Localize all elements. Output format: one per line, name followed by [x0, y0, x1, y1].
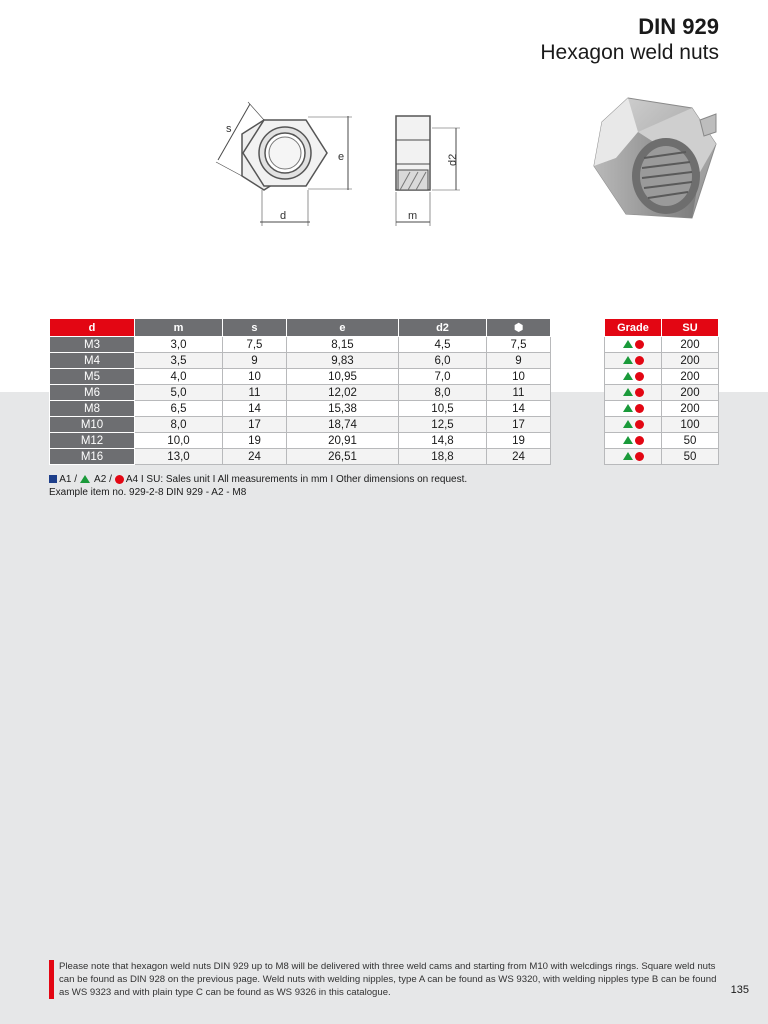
dimensions-table — [49, 318, 551, 465]
table-header-row — [605, 319, 719, 337]
cell-size: M6 — [50, 385, 135, 401]
cell-grade — [605, 417, 662, 433]
table-row — [50, 369, 551, 385]
cell-su: 200 — [662, 369, 719, 385]
technical-drawing — [200, 92, 480, 232]
legend-text: I SU: Sales unit I All measurements in mm I Other dimensions on request. — [140, 474, 468, 485]
a1-square-icon — [49, 475, 57, 483]
cell-grade — [605, 369, 662, 385]
a4-dot-icon — [635, 356, 644, 365]
cell-wrench: 17 — [487, 417, 551, 433]
column-header-d2: d2 — [399, 319, 487, 337]
table-row — [50, 417, 551, 433]
cell-su: 200 — [662, 385, 719, 401]
cell-m: 6,5 — [135, 401, 223, 417]
a2-triangle-icon — [623, 388, 633, 396]
legend — [49, 473, 467, 499]
cell-su: 200 — [662, 401, 719, 417]
cell-s: 24 — [223, 449, 287, 465]
table-row — [605, 401, 719, 417]
cell-m: 3,0 — [135, 337, 223, 353]
cell-d2: 4,5 — [399, 337, 487, 353]
dim-label-d: d — [280, 210, 287, 222]
a4-dot-icon — [635, 452, 644, 461]
table-row — [605, 433, 719, 449]
cell-s: 14 — [223, 401, 287, 417]
dim-label-m: m — [408, 210, 418, 222]
a2-triangle-icon — [623, 436, 633, 444]
cell-e: 12,02 — [286, 385, 398, 401]
cell-e: 10,95 — [286, 369, 398, 385]
column-header-grade: Grade — [605, 319, 662, 337]
cell-size: M10 — [50, 417, 135, 433]
cell-grade — [605, 385, 662, 401]
cell-s: 7,5 — [223, 337, 287, 353]
cell-size: M4 — [50, 353, 135, 369]
table-row — [605, 337, 719, 353]
table-row — [50, 337, 551, 353]
legend-a1: A1 — [59, 474, 72, 485]
cell-grade — [605, 337, 662, 353]
cell-e: 20,91 — [286, 433, 398, 449]
standard-number: DIN 929 — [638, 14, 719, 39]
cell-grade — [605, 449, 662, 465]
cell-grade — [605, 401, 662, 417]
product-photo — [588, 92, 718, 228]
cell-su: 50 — [662, 433, 719, 449]
a2-triangle-icon — [623, 372, 633, 380]
a4-dot-icon — [115, 475, 124, 484]
cell-s: 19 — [223, 433, 287, 449]
cell-d2: 12,5 — [399, 417, 487, 433]
a4-dot-icon — [635, 404, 644, 413]
cell-d2: 10,5 — [399, 401, 487, 417]
legend-separator: / — [109, 474, 112, 485]
product-name: Hexagon weld nuts — [540, 41, 719, 64]
a4-dot-icon — [635, 420, 644, 429]
cell-su: 200 — [662, 337, 719, 353]
cell-e: 9,83 — [286, 353, 398, 369]
table-row — [50, 449, 551, 465]
a2-triangle-icon — [623, 340, 633, 348]
a4-dot-icon — [635, 372, 644, 381]
column-header-d: d — [50, 319, 135, 337]
cell-grade — [605, 353, 662, 369]
page-title — [540, 14, 719, 66]
table-row — [605, 385, 719, 401]
example-item: Example item no. 929-2-8 DIN 929 - A2 - M8 — [49, 487, 247, 498]
a4-dot-icon — [635, 388, 644, 397]
a4-dot-icon — [635, 340, 644, 349]
cell-su: 200 — [662, 353, 719, 369]
cell-size: M12 — [50, 433, 135, 449]
cell-e: 8,15 — [286, 337, 398, 353]
cell-wrench: 19 — [487, 433, 551, 449]
table-header-row — [50, 319, 551, 337]
page-number: 135 — [730, 984, 749, 996]
column-header-s: s — [223, 319, 287, 337]
legend-separator: / — [74, 474, 78, 485]
cell-size: M16 — [50, 449, 135, 465]
cell-s: 10 — [223, 369, 287, 385]
cell-e: 15,38 — [286, 401, 398, 417]
legend-row — [49, 473, 467, 486]
cell-s: 17 — [223, 417, 287, 433]
table-row — [50, 401, 551, 417]
a4-dot-icon — [635, 436, 644, 445]
cell-e: 18,74 — [286, 417, 398, 433]
dim-label-e: e — [338, 151, 345, 163]
cell-su: 100 — [662, 417, 719, 433]
a2-triangle-icon — [623, 356, 633, 364]
cell-m: 8,0 — [135, 417, 223, 433]
column-header-m: m — [135, 319, 223, 337]
cell-m: 13,0 — [135, 449, 223, 465]
cell-m: 4,0 — [135, 369, 223, 385]
dim-label-s: s — [226, 123, 232, 135]
dim-label-d2: d2 — [447, 153, 459, 166]
cell-size: M3 — [50, 337, 135, 353]
a2-triangle-icon — [623, 452, 633, 460]
a2-triangle-icon — [80, 475, 90, 483]
table-row — [605, 369, 719, 385]
a2-triangle-icon — [623, 420, 633, 428]
legend-a2: A2 — [94, 474, 107, 485]
column-header-su: SU — [662, 319, 719, 337]
cell-d2: 7,0 — [399, 369, 487, 385]
cell-m: 10,0 — [135, 433, 223, 449]
cell-m: 3,5 — [135, 353, 223, 369]
cell-m: 5,0 — [135, 385, 223, 401]
legend-a4: A4 — [125, 474, 139, 485]
table-row — [50, 433, 551, 449]
cell-d2: 8,0 — [399, 385, 487, 401]
cell-d2: 6,0 — [399, 353, 487, 369]
column-header-wrench-size: ⬢ — [487, 319, 551, 337]
table-row — [50, 385, 551, 401]
cell-wrench: 9 — [487, 353, 551, 369]
cell-wrench: 14 — [487, 401, 551, 417]
cell-wrench: 7,5 — [487, 337, 551, 353]
table-row — [605, 353, 719, 369]
grade-su-table — [604, 318, 719, 465]
cell-wrench: 24 — [487, 449, 551, 465]
cell-grade — [605, 433, 662, 449]
a2-triangle-icon — [623, 404, 633, 412]
cell-s: 11 — [223, 385, 287, 401]
cell-su: 50 — [662, 449, 719, 465]
cell-size: M5 — [50, 369, 135, 385]
cell-size: M8 — [50, 401, 135, 417]
cell-d2: 18,8 — [399, 449, 487, 465]
cell-s: 9 — [223, 353, 287, 369]
cell-d2: 14,8 — [399, 433, 487, 449]
table-row — [605, 449, 719, 465]
footer-note: Please note that hexagon weld nuts DIN 929 up to M8 will be delivered with three weld cams and starting from M10 with welcdings rings. Square weld nuts can be found as DIN 928 on the previous page. Weld nuts with welding nipples, type A can be found as WS 9320, with welding nipples type B can be found as WS 9323 and with plain type C can be found as WS 9326 in this catalogue. — [49, 960, 719, 999]
cell-wrench: 10 — [487, 369, 551, 385]
cell-e: 26,51 — [286, 449, 398, 465]
table-row — [605, 417, 719, 433]
column-header-e: e — [286, 319, 398, 337]
table-row — [50, 353, 551, 369]
cell-wrench: 11 — [487, 385, 551, 401]
